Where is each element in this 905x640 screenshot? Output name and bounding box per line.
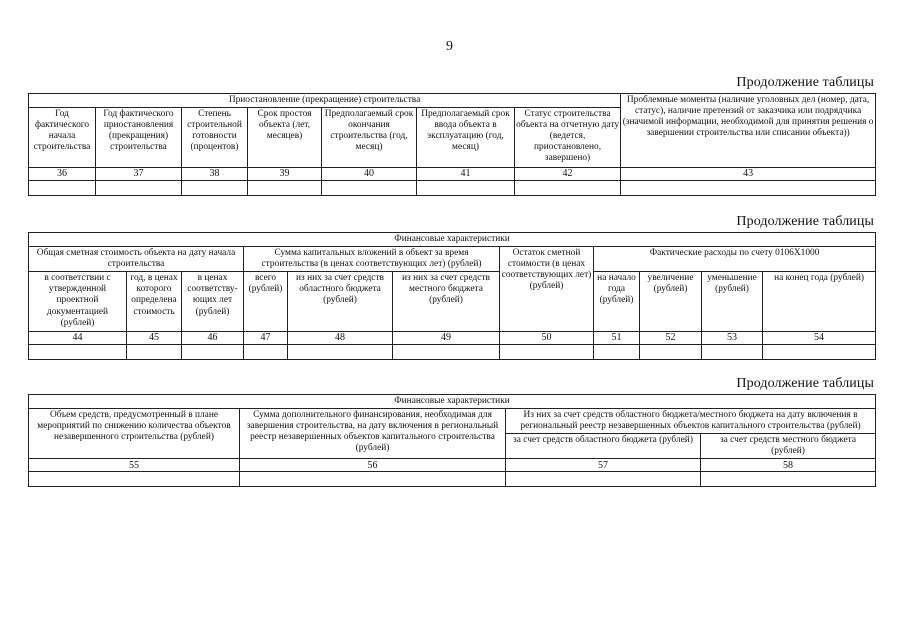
empty-cell xyxy=(182,181,248,196)
empty-cell xyxy=(29,345,127,360)
column-number: 38 xyxy=(182,168,248,181)
actual-expenses-header: Фактические расходы по счету 0106Х1000 xyxy=(594,247,876,272)
column-number: 58 xyxy=(701,459,876,472)
empty-cell xyxy=(96,181,182,196)
empty-cell xyxy=(640,345,702,360)
empty-cell xyxy=(594,345,640,360)
empty-cell xyxy=(621,181,876,196)
empty-cell xyxy=(248,181,322,196)
continuation-label: Продолжение таблицы xyxy=(736,214,874,229)
column-header: в соответствии с утвержденной проектной документацией (рублей) xyxy=(29,272,127,332)
empty-cell xyxy=(182,345,244,360)
column-number: 40 xyxy=(322,168,417,181)
empty-cell xyxy=(702,345,763,360)
column-number: 54 xyxy=(763,332,876,345)
column-number: 37 xyxy=(96,168,182,181)
column-number: 53 xyxy=(702,332,763,345)
continuation-label: Продолжение таблицы xyxy=(736,75,874,90)
column-header: из них за счет средств областного бюджета (рублей) xyxy=(288,272,393,332)
column-number: 48 xyxy=(288,332,393,345)
column-header: увеличение (рублей) xyxy=(640,272,702,332)
empty-cell xyxy=(701,472,876,487)
column-header: Степень строительной готовности (процентов) xyxy=(182,108,248,168)
empty-cell xyxy=(29,472,240,487)
column-number: 42 xyxy=(515,168,621,181)
column-number: 56 xyxy=(240,459,506,472)
column-number: 39 xyxy=(248,168,322,181)
empty-cell xyxy=(29,181,96,196)
estimate-header: Общая сметная стоимость объекта на дату начала строительства xyxy=(29,247,244,272)
column-header: уменьшение (рублей) xyxy=(702,272,763,332)
column-header: на начало года (рублей) xyxy=(594,272,640,332)
empty-cell xyxy=(763,345,876,360)
column-header: Сумма дополнительного финансирования, необходимая для завершения строительства, на дату включения в региональный реестр незавершенных объектов капитального строительства (рублей) xyxy=(240,409,506,459)
column-number: 47 xyxy=(244,332,288,345)
column-header: в ценах соответству-ющих лет (рублей) xyxy=(182,272,244,332)
empty-cell xyxy=(322,181,417,196)
table-financial-1 xyxy=(28,232,876,360)
column-header: за счет средств областного бюджета (рублей) xyxy=(506,434,701,459)
empty-cell xyxy=(506,472,701,487)
empty-cell xyxy=(500,345,594,360)
column-header: Предполагаемый срок окончания строительства (год, месяц) xyxy=(322,108,417,168)
group-header: Приостановление (прекращение) строительства xyxy=(29,94,621,108)
column-number: 36 xyxy=(29,168,96,181)
column-header: Год фактического начала строительства xyxy=(29,108,96,168)
column-header: Год фактического приостановления (прекращения) строительства xyxy=(96,108,182,168)
column-header: Предполагаемый срок ввода объекта в эксплуатацию (год, месяц) xyxy=(417,108,515,168)
remaining-header: Остаток сметной стоимости (в ценах соответствующих лет) (рублей) xyxy=(500,247,594,332)
column-number: 44 xyxy=(29,332,127,345)
group-header: Финансовые характеристики xyxy=(29,395,876,409)
column-number: 57 xyxy=(506,459,701,472)
column-number: 46 xyxy=(182,332,244,345)
column-header: на конец года (рублей) xyxy=(763,272,876,332)
including-header: Из них за счет средств областного бюджета/местного бюджета на дату включения в региональный реестр незавершенных объектов капитального строительства (рублей) xyxy=(506,409,876,434)
column-number: 43 xyxy=(621,168,876,181)
column-header: из них за счет средств местного бюджета (рублей) xyxy=(393,272,500,332)
column-number: 41 xyxy=(417,168,515,181)
column-number: 52 xyxy=(640,332,702,345)
empty-cell xyxy=(515,181,621,196)
empty-cell xyxy=(240,472,506,487)
column-number: 55 xyxy=(29,459,240,472)
problems-header: Проблемные моменты (наличие уголовных дел (номер, дата, статус), наличие претензий от заказчика или подрядчика (значимой информации, необходимой для принятия решения о завершении строительства или списании объекта)) xyxy=(621,94,876,168)
column-number: 45 xyxy=(127,332,182,345)
column-header: всего (рублей) xyxy=(244,272,288,332)
column-number: 49 xyxy=(393,332,500,345)
column-number: 50 xyxy=(500,332,594,345)
empty-cell xyxy=(288,345,393,360)
group-header: Финансовые характеристики xyxy=(29,233,876,247)
column-header: за счет средств местного бюджета (рублей) xyxy=(701,434,876,459)
empty-cell xyxy=(127,345,182,360)
table-suspension xyxy=(28,93,876,196)
column-header: Объем средств, предусмотренный в плане мероприятий по снижению количества объектов незавершенного строительства (рублей) xyxy=(29,409,240,459)
table-financial-2 xyxy=(28,394,876,487)
column-number: 51 xyxy=(594,332,640,345)
investment-header: Сумма капитальных вложений в объект за время строительства (в ценах соответствующих лет) (рублей) xyxy=(244,247,500,272)
page-number: 9 xyxy=(446,39,453,54)
continuation-label: Продолжение таблицы xyxy=(736,376,874,391)
empty-cell xyxy=(244,345,288,360)
empty-cell xyxy=(393,345,500,360)
empty-cell xyxy=(417,181,515,196)
column-header: Статус строительства объекта на отчетную дату (ведется, приостановлено, завершено) xyxy=(515,108,621,168)
column-header: год, в ценах которого определена стоимость xyxy=(127,272,182,332)
column-header: Срок простоя объекта (лет, месяцев) xyxy=(248,108,322,168)
